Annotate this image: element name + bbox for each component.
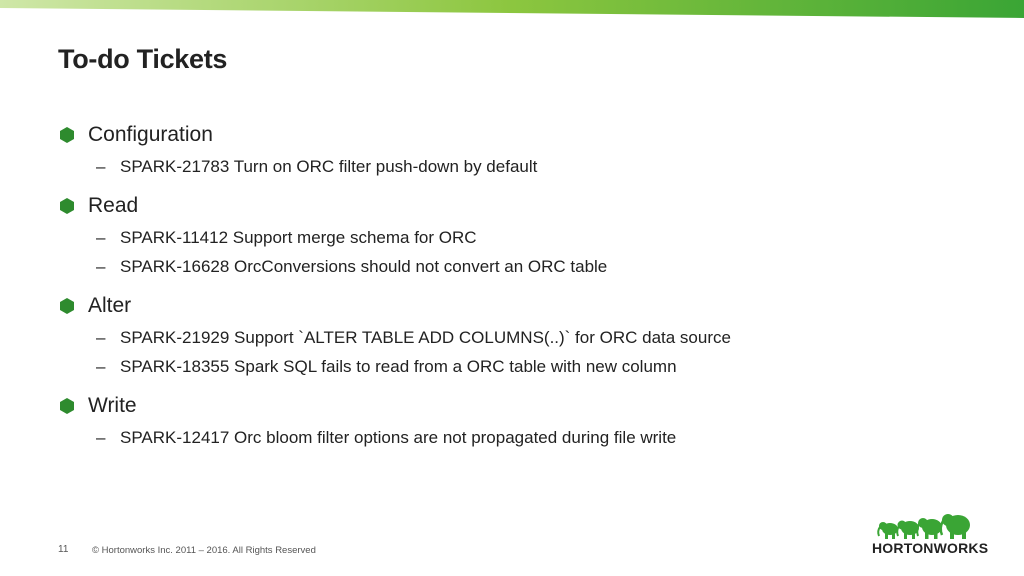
copyright-notice: © Hortonworks Inc. 2011 – 2016. All Rights Reserved [92,545,316,556]
hexagon-bullet-icon [60,198,74,214]
ticket-item [58,352,958,381]
section-label: Configuration [88,123,213,146]
hexagon-bullet-icon [60,298,74,314]
hexagon-bullet-icon [60,127,74,143]
ticket-text: SPARK-18355 Spark SQL fails to read from a ORC table with new column [120,356,677,376]
ticket-item [58,423,958,452]
section-header [58,189,958,223]
ticket-item [58,252,958,281]
top-accent-bar [0,0,1024,18]
ticket-item [58,223,958,252]
section-label: Alter [88,294,132,317]
ticket-item [58,152,958,181]
dash-marker: – [96,156,106,176]
section-alter [58,289,958,381]
logo-wordmark: HORTONWORKS [872,540,989,556]
ticket-text: SPARK-21783 Turn on ORC filter push-down by default [120,156,538,176]
section-configuration [58,118,958,181]
section-write [58,389,958,452]
section-label: Write [88,394,137,417]
page-number: 11 [58,544,69,555]
slide-title: To-do Tickets [58,44,228,74]
dash-marker: – [96,227,106,247]
ticket-text: SPARK-16628 OrcConversions should not convert an ORC table [120,256,608,276]
ticket-list [58,118,958,460]
section-header [58,289,958,323]
ticket-text: SPARK-12417 Orc bloom filter options are not propagated during file write [120,427,677,447]
dash-marker: – [96,427,106,447]
dash-marker: – [96,356,106,376]
hortonworks-logo [872,512,989,558]
section-label: Read [88,194,139,217]
dash-marker: – [96,327,106,347]
ticket-text: SPARK-11412 Support merge schema for ORC [120,227,477,247]
ticket-item [58,323,958,352]
ticket-text: SPARK-21929 Support `ALTER TABLE ADD COLUMNS(..)` for ORC data source [120,327,731,347]
elephant-herd-icon [872,512,984,540]
section-read [58,189,958,281]
dash-marker: – [96,256,106,276]
section-header [58,118,958,152]
hexagon-bullet-icon [60,398,74,414]
section-header [58,389,958,423]
